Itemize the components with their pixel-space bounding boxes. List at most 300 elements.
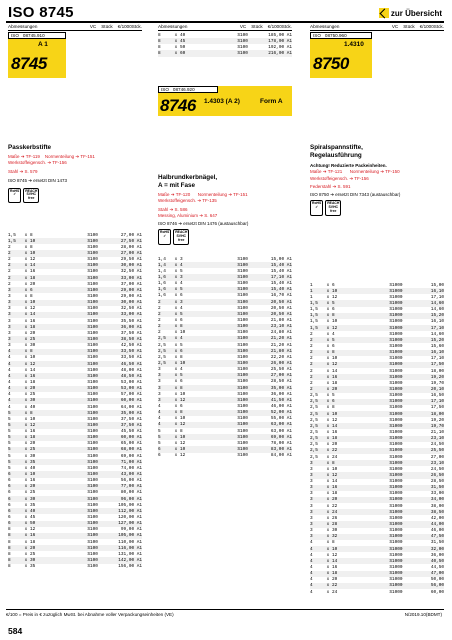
table-cell: 8 <box>8 545 22 551</box>
table-cell: 1,4 <box>158 268 166 274</box>
right-section-info: Spiralspannstifte, Regelausführung Achtung! Reduzierte Packeinheiten. Maße ➔ TF-121 Normenteilung ➔ TF-150 Werkstoffeigensch. ➔ TF-156 Federstahl ➔ S. 591 ISO 8750 ➔ ersetzt DIN 7343 (austauschbar) RoHS ✓ REACH SVHC free <box>310 144 446 216</box>
table-cell: 100 <box>90 330 98 336</box>
table-cell: x <box>22 410 30 416</box>
table-cell: 12 <box>332 362 348 368</box>
link-werkstoff[interactable]: Werkstoffeigensch. ➔ TF-156 <box>8 159 67 165</box>
table-row <box>8 564 142 570</box>
table-cell: x <box>24 244 28 250</box>
table-cell: x <box>324 325 332 331</box>
table-cell: S <box>348 350 392 356</box>
table-cell: 30 <box>30 398 46 404</box>
table-cell: 21,20 A1 <box>270 342 292 348</box>
table-cell: x <box>24 293 28 299</box>
table-cell: 100 <box>240 336 258 342</box>
table-cell: 10 <box>332 356 338 362</box>
table-cell: x <box>172 348 180 354</box>
table-cell: 10 <box>180 416 186 422</box>
table-cell: 52,00 A1 <box>258 410 292 416</box>
table-cell: 100 <box>90 416 98 422</box>
table-cell: S <box>46 275 90 281</box>
table-cell: 17,10 <box>410 399 444 405</box>
table-cell: 1000 <box>392 331 403 337</box>
table-cell: S <box>196 360 240 366</box>
table-cell: x <box>326 589 330 595</box>
table-cell: S <box>389 417 392 423</box>
table-cell: 100 <box>90 232 98 238</box>
table-cell: 3 <box>8 324 22 330</box>
table-cell: 100 <box>90 564 98 570</box>
rohs-badge: RoHS ✓ <box>8 188 21 203</box>
table-cell: 17,50 <box>410 362 444 368</box>
table-cell: 2 <box>310 386 324 392</box>
table-cell: 36,00 <box>430 552 444 558</box>
table-cell: 21,80 A1 <box>270 317 292 323</box>
table-cell: 100 <box>240 453 248 459</box>
table-cell: 1000 <box>392 405 403 411</box>
table-cell: 33,50 A1 <box>120 355 142 361</box>
table-cell: 37,50 A1 <box>120 416 142 422</box>
table-cell: 4 <box>180 305 183 311</box>
table-cell: S <box>196 434 240 440</box>
table-cell: 3 <box>8 306 11 312</box>
table-cell: x <box>174 391 178 397</box>
table-cell: x <box>24 257 28 263</box>
table-cell: x <box>172 262 180 268</box>
table-cell: 21,80 A1 <box>258 348 292 354</box>
table-cell: x <box>172 287 180 293</box>
table-cell: S <box>46 496 90 502</box>
table-cell: 10 <box>332 319 338 325</box>
table-cell: 100 <box>90 508 108 514</box>
table-cell: 8 <box>180 410 196 416</box>
table-cell: 12 <box>332 325 348 331</box>
table-cell: x <box>326 454 330 460</box>
table-cell: 100 <box>240 397 258 403</box>
table-cell: 2,5 <box>310 417 318 423</box>
table-cell: 2 <box>158 330 161 336</box>
table-cell: 2 <box>8 244 11 250</box>
product-number: 8750 <box>313 54 349 73</box>
table-cell: 27,00 A1 <box>120 232 142 238</box>
table-cell: 12 <box>180 440 186 446</box>
table-cell: x <box>22 496 30 502</box>
table-cell: S <box>46 263 90 269</box>
table-cell: x <box>172 373 180 379</box>
table-cell: 6 <box>8 521 22 527</box>
table-cell: S <box>196 311 240 317</box>
table-cell: 2,5 <box>310 454 318 460</box>
table-cell: S <box>87 478 90 484</box>
table-cell: 8 <box>158 38 172 44</box>
table-cell: x <box>24 416 28 422</box>
table-cell: 20 <box>30 545 46 551</box>
table-cell: 8 <box>8 557 22 563</box>
table-cell: 100 <box>90 275 108 281</box>
table-cell: 37,50 A1 <box>108 422 142 428</box>
table-cell: 55,00 A1 <box>270 416 292 422</box>
table-cell: 100 <box>240 311 258 317</box>
table-cell: x <box>22 336 30 342</box>
table-cell: 5 <box>332 300 348 306</box>
table-cell: x <box>326 319 330 325</box>
table-cell: 5 <box>332 393 335 399</box>
table-cell: 6 <box>8 478 11 484</box>
table-cell: 16,10 <box>430 319 444 325</box>
table-cell: S <box>237 379 240 385</box>
table-cell: 38,50 <box>410 509 444 515</box>
table-cell: 6 <box>8 502 11 508</box>
table-cell: x <box>22 238 30 244</box>
link-stahl[interactable]: Stahl ➔ S. 579 <box>8 169 38 175</box>
table-cell: x <box>172 299 180 305</box>
table-cell: 28 <box>332 521 348 527</box>
table-cell: 60,00 A1 <box>108 435 142 441</box>
table-cell: 4 <box>310 583 324 589</box>
table-cell: 1000 <box>392 589 403 595</box>
table-cell: x <box>24 379 28 385</box>
table-cell: 37,00 A1 <box>120 281 142 287</box>
link-federstahl[interactable]: Federstahl ➔ S. 591 <box>310 183 351 189</box>
table-cell: 5 <box>8 435 22 441</box>
table-cell: x <box>172 434 180 440</box>
link-messing[interactable]: Messing, Aluminium ➔ S. 647 <box>158 212 218 218</box>
table-cell: 16,70 A1 <box>270 293 292 299</box>
table-cell: x <box>174 281 178 287</box>
table-cell: x <box>174 342 178 348</box>
table-cell: 100 <box>90 343 98 349</box>
table-cell: 2,5 <box>158 336 172 342</box>
table-cell: x <box>326 540 330 546</box>
table-cell: x <box>326 503 330 509</box>
table-cell: S <box>87 269 90 275</box>
table-cell: 20 <box>332 497 348 503</box>
table-cell: 17,10 A1 <box>258 274 292 280</box>
table-cell: x <box>324 300 332 306</box>
table-cell: 8 <box>8 533 22 539</box>
table-cell: 100 <box>240 287 258 293</box>
reach-badge: REACH SVHC free <box>325 200 341 215</box>
table-cell: 1000 <box>392 528 403 534</box>
table-cell: x <box>174 379 178 385</box>
table-cell: 25,50 A1 <box>270 367 292 373</box>
table-cell: S <box>348 448 392 454</box>
table-cell: 8 <box>8 564 11 570</box>
table-cell: 100 <box>240 360 258 366</box>
table-cell: x <box>326 331 330 337</box>
table-cell: S <box>87 527 90 533</box>
table-cell: x <box>324 448 332 454</box>
table-cell: 18 <box>30 539 36 545</box>
table-cell: 6 <box>8 484 22 490</box>
table-row <box>310 589 444 595</box>
table-cell: S <box>389 503 392 509</box>
table-cell: S <box>389 294 392 300</box>
table-cell: x <box>174 317 178 323</box>
table-cell: 16,10 <box>410 288 444 294</box>
table-cell: 4 <box>8 349 22 355</box>
table-cell: 1000 <box>392 460 410 466</box>
link-werkstoff[interactable]: Werkstoffeigensch. ➔ TF-135 <box>158 198 217 204</box>
table-cell: 36,00 A1 <box>270 391 292 397</box>
table-cell: S <box>46 435 90 441</box>
table-cell: 12 <box>30 306 36 312</box>
table-cell: 16 <box>332 565 338 571</box>
table-cell: 80,00 A1 <box>120 490 142 496</box>
table-cell: S <box>87 564 90 570</box>
table-cell: 1000 <box>392 436 410 442</box>
table-cell: 4 <box>310 552 313 558</box>
table-cell: 43,00 A1 <box>108 471 142 477</box>
overview-label: zur Übersicht <box>390 8 442 18</box>
link-stahl[interactable]: Stahl ➔ S. 586 <box>158 206 188 212</box>
table-cell: 48,00 A1 <box>120 367 142 373</box>
table-cell: 5 <box>180 373 196 379</box>
table-cell: 33,00 A1 <box>108 275 142 281</box>
table-cell: 3 <box>158 367 161 373</box>
table-cell: 3 <box>8 312 22 318</box>
table-cell: 192,00 A1 <box>268 44 292 50</box>
table-cell: 16 <box>332 374 348 380</box>
table-cell: 2 <box>8 269 11 275</box>
table-cell: 18 <box>30 275 46 281</box>
table-cell: S <box>348 534 392 540</box>
table-cell: 1000 <box>392 411 410 417</box>
table-cell: 100 <box>90 533 108 539</box>
table-cell: 30,00 A1 <box>108 300 142 306</box>
table-cell: 4 <box>180 336 196 342</box>
table-cell: 2,5 <box>310 448 324 454</box>
table-cell: x <box>326 343 330 349</box>
table-cell: 12 <box>30 527 36 533</box>
table-cell: 1,6 <box>158 274 172 280</box>
table-cell: 1000 <box>392 374 410 380</box>
table-cell: 100 <box>90 367 98 373</box>
table-cell: 10 <box>30 471 46 477</box>
table-cell: 2 <box>310 350 324 356</box>
table-cell: 2,5 <box>310 411 324 417</box>
table-cell: 1,5 <box>310 300 324 306</box>
table-cell: 17,10 <box>410 325 444 331</box>
table-cell: 4 <box>8 392 11 398</box>
table-cell: x <box>22 324 30 330</box>
table-cell: 68,00 A1 <box>108 447 142 453</box>
table-cell: S <box>348 411 392 417</box>
table-cell: 33,50 A1 <box>108 349 142 355</box>
table-cell: x <box>326 417 330 423</box>
link-masse[interactable]: Maße ➔ TF-120 <box>158 192 191 197</box>
table-cell: 100 <box>240 446 258 452</box>
table-cell: S <box>87 502 90 508</box>
table-cell: 5 <box>8 447 22 453</box>
link-masse[interactable]: Maße ➔ TF-121 <box>310 169 343 175</box>
table-cell: 12 <box>30 422 46 428</box>
table-cell: 15,40 A1 <box>258 287 292 293</box>
table-cell: 3 <box>8 330 11 336</box>
table-cell: 18 <box>30 324 46 330</box>
table-cell: 100 <box>240 379 248 385</box>
table-cell: S <box>196 299 240 305</box>
table-cell: 5 <box>180 268 183 274</box>
link-normenteilung[interactable]: Normenteilung ➔ TF-150 <box>349 169 400 175</box>
table-cell: S <box>348 362 392 368</box>
table-cell: 25 <box>30 336 46 342</box>
table-cell: S <box>87 490 90 496</box>
table-cell: 74,00 A1 <box>120 465 142 471</box>
table-iso8746 <box>158 256 292 459</box>
table-cell: 3 <box>158 397 172 403</box>
link-normenteilung[interactable]: Normenteilung ➔ TF-151 <box>197 192 248 197</box>
table-cell: x <box>172 446 180 452</box>
table-cell: 4 <box>310 558 324 564</box>
table-cell: 3 <box>8 293 11 299</box>
table-cell: 4 <box>8 373 22 379</box>
link-normenteilung[interactable]: Normenteilung ➔ TF-151 <box>44 153 95 159</box>
table-cell: x <box>324 288 332 294</box>
table-cell: 40 <box>30 404 36 410</box>
link-masse[interactable]: Maße ➔ TF-119 <box>8 153 40 159</box>
table-cell: 96,00 A1 <box>108 496 142 502</box>
table-cell: S <box>87 244 90 250</box>
table-cell: x <box>24 355 28 361</box>
table-cell: 1000 <box>392 429 403 435</box>
table-iso8745 <box>8 232 142 570</box>
table-cell: x <box>172 360 180 366</box>
table-cell: S <box>389 343 392 349</box>
table-cell: S <box>348 472 392 478</box>
table-cell: x <box>324 472 332 478</box>
table-cell: 100 <box>90 545 108 551</box>
table-cell: 30 <box>30 343 36 349</box>
table-cell: x <box>174 440 178 446</box>
table-cell: 1000 <box>392 343 403 349</box>
table-cell: S <box>389 429 392 435</box>
table-cell: 100 <box>240 410 258 416</box>
reach-badge: REACH SVHC free <box>23 188 39 203</box>
table-cell: S <box>237 354 240 360</box>
table-cell: x <box>24 539 28 545</box>
table-cell: x <box>324 313 332 319</box>
overview-link[interactable] <box>379 8 442 18</box>
table-cell: 5 <box>8 441 11 447</box>
table-cell: 16 <box>30 373 46 379</box>
table-cell: 2 <box>8 275 22 281</box>
table-cell: 100 <box>240 373 258 379</box>
table-cell: 15,20 <box>410 313 444 319</box>
table-cell: 1,5 <box>8 238 22 244</box>
table-cell: 3 <box>310 534 324 540</box>
table-cell: 20 <box>332 442 338 448</box>
table-cell: 17,10 <box>430 356 444 362</box>
table-cell: x <box>174 44 178 50</box>
table-cell: x <box>172 410 180 416</box>
table-cell: S <box>87 343 90 349</box>
table-cell: S <box>389 380 392 386</box>
table-cell: 17,10 <box>430 294 444 300</box>
table-cell: 4 <box>158 422 172 428</box>
table-cell: 16 <box>30 533 46 539</box>
table-cell: 28,50 A1 <box>270 379 292 385</box>
table-cell: 16,10 <box>410 350 444 356</box>
table-cell: x <box>24 318 28 324</box>
table-cell: x <box>324 558 332 564</box>
table-cell: 29,00 A1 <box>120 293 142 299</box>
table-cell: 30 <box>30 557 46 563</box>
table-cell: 8 <box>30 349 46 355</box>
link-werkstoff[interactable]: Werkstoffeigensch. ➔ TF-156 <box>310 175 369 181</box>
table-cell: 4 <box>8 398 22 404</box>
table-cell: 2,5 <box>310 393 318 399</box>
table-cell: 12 <box>332 294 338 300</box>
table-cell: x <box>24 515 28 521</box>
table-cell: x <box>172 38 180 44</box>
table-cell: 18 <box>332 380 338 386</box>
table-cell: 24,80 A1 <box>270 330 292 336</box>
table-cell: S <box>389 307 392 313</box>
table-cell: 112,00 A1 <box>108 508 142 514</box>
table-cell: 3 <box>310 491 313 497</box>
table-cell: 1000 <box>392 503 403 509</box>
table-cell: 65,00 A1 <box>120 441 142 447</box>
table-cell: x <box>24 392 28 398</box>
table-cell: x <box>22 545 30 551</box>
rohs-badge: RoHS ✓ <box>158 229 171 244</box>
table-cell: 1000 <box>392 515 403 521</box>
table-cell: 4 <box>8 404 11 410</box>
table-cell: 100 <box>90 441 98 447</box>
table-cell: 2 <box>310 337 324 343</box>
product-box-8745: ISO 08745.910 A 1 8745 <box>8 32 66 78</box>
table-cell: 99,00 A1 <box>120 527 142 533</box>
table-cell: 100 <box>90 471 108 477</box>
table-cell: S <box>87 367 90 373</box>
table-cell: 2 <box>158 311 172 317</box>
table-cell: 32,50 A1 <box>120 269 142 275</box>
table-cell: S <box>237 268 240 274</box>
table-cell: x <box>24 281 28 287</box>
table-cell: 6 <box>180 317 183 323</box>
page-title: ISO 8745 <box>8 4 74 21</box>
table-cell: 47,00 <box>410 571 444 577</box>
table-cell: 31,50 <box>410 485 444 491</box>
table-cell: S <box>46 521 90 527</box>
table-cell: 45,50 A1 <box>120 429 142 435</box>
table-cell: x <box>22 521 30 527</box>
table-cell: S <box>87 515 90 521</box>
table-cell: S <box>46 361 90 367</box>
table-cell: 10 <box>332 288 348 294</box>
table-cell: 100 <box>90 490 98 496</box>
table-cell: 100 <box>90 557 108 563</box>
table-cell: 14,60 <box>430 307 444 313</box>
table-cell: S <box>46 533 90 539</box>
table-cell: x <box>22 557 30 563</box>
table-cell: x <box>326 515 330 521</box>
table-cell: 32,50 A1 <box>120 306 142 312</box>
table-cell: x <box>324 521 332 527</box>
table-cell: S <box>87 281 90 287</box>
table-cell: 100 <box>90 521 108 527</box>
left-col-header: Abmessungen VC Stück €/1000Stck. <box>8 24 142 29</box>
table-cell: 1,5 <box>8 232 16 238</box>
table-cell: x <box>22 533 30 539</box>
footer-note: €/100 = Preis in € zuzüglich MwSt. bei Abnahme voller Verpackungseinheiten (VE) <box>6 612 174 617</box>
table-cell: S <box>389 540 392 546</box>
table-cell: 1,6 <box>158 293 166 299</box>
table-cell: 30,00 A1 <box>108 263 142 269</box>
table-cell: 15,20 <box>410 337 444 343</box>
table-cell: S <box>46 508 90 514</box>
table-cell: S <box>196 397 240 403</box>
